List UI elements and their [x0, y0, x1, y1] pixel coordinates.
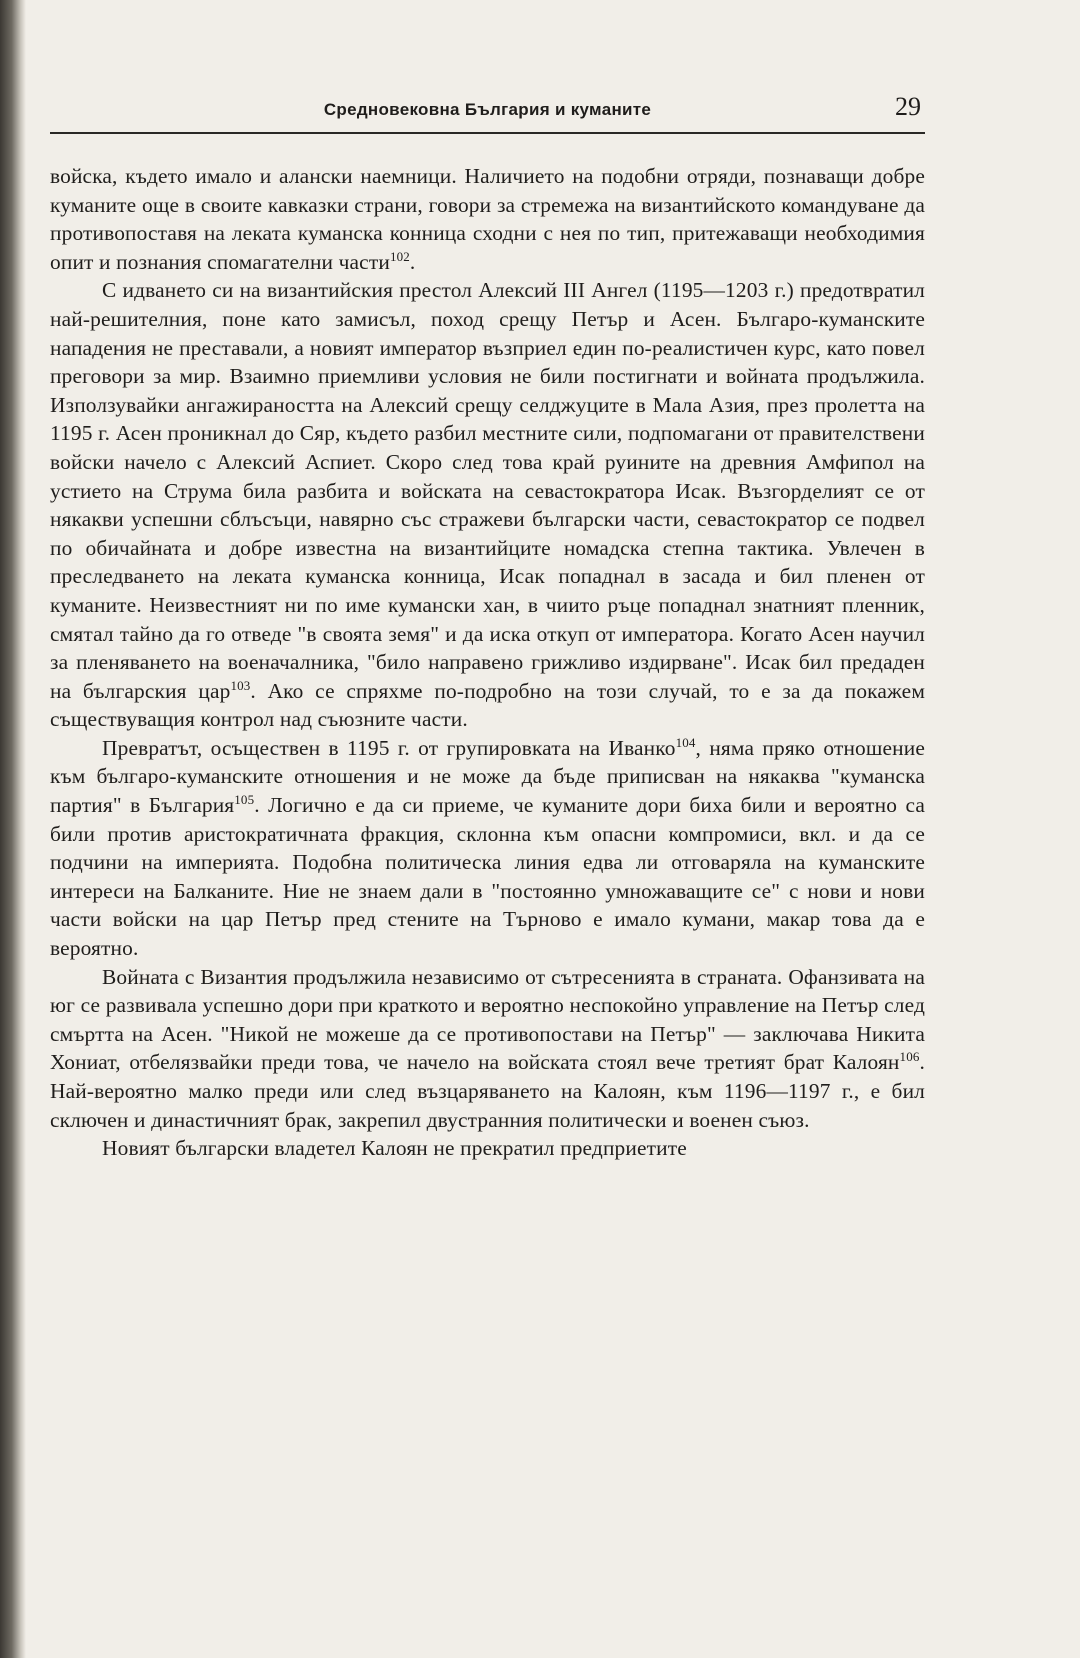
running-header — [50, 92, 925, 134]
book-page — [50, 92, 925, 1163]
paragraph-text: . Ако се спряхме по-подробно на този случай, то е за да покажем съществуващия контрол над съюзните части. — [50, 678, 926, 732]
paragraph — [50, 963, 925, 1135]
paragraph-text: Войната с Византия продължила независимо от сътресенията в страната. Офанзивата на юг се развивала успешно дори при краткото и вероятно неспокойно управление на Петър след смъртта на Асен. "Никой не можеше да се противопостави на Петър" — заключава Никита Хониат, отбелязвайки преди това, че начело на войската стоял вече третият брат Калоян — [50, 964, 925, 1075]
paragraph-text: С идването си на византийския престол Алексий III Ангел (1195—1203 г.) предотвратил най-решителния, поне като замисъл, поход срещу Петър и Асен. Българо-куманските нападения не преставали, а новият император възприел един по-реалистичен курс, като повел преговори за мир. Взаимно приемливи условия не били постигнати и войната продължила. Използувайки ангажираността на Алексий срещу селджуците в Мала Азия, през пролетта на 1195 г. Асен проникнал до Сяр, където разбил местните сили, подпомагани от правителствени войски начело с Алексий Аспиет. Скоро след това край руините на древния Амфипол на устието на Струма била разбита и войската на севастократора Исак. Възгорделият се от някакви успешни сблъсъци, навярно със стражеви български части, севастократор се подвел по обичайната и добре известна на византийците номадска степна тактика. Увлечен в преследването на леката куманска конница, Исак попаднал в засада и бил пленен от куманите. Неизвестният ни по име кумански хан, в чиито ръце попаднал знатният пленник, смятал тайно да го отведе "в своята земя" и да иска откуп от императора. Когато Асен научил за пленяването на военачалника, "било направено грижливо издирване". Исак бил предаден на българския цар — [50, 278, 925, 703]
paragraph-text: войска, където имало и алански наемници. Наличието на подобни отряди, познаващи добре куманите още в своите кавказки страни, говори за стремежа на византийското командуване да противопоставя на леката куманска конница сходни с нея по тип, притежаващи необходимия опит и познания спомагателни части — [50, 164, 925, 274]
paragraph-text: Новият български владетел Калоян не прекратил предприетите — [102, 1136, 687, 1161]
footnote-marker: 102 — [389, 248, 410, 264]
footnote-marker: 105 — [234, 791, 255, 807]
paragraph-text: Превратът, осъществен в 1195 г. от групировката на Иванко — [102, 735, 676, 760]
running-title: Средновековна България и куманите — [323, 100, 652, 119]
paragraph — [50, 276, 925, 734]
paragraph-text: . Логично е да си приеме, че куманите дори биха били и вероятно са били против аристократичната фракция, склонна към опасни компромиси, вкл. и да се подчини на империята. Подобна политическа линия едва ли отговаряла на куманските интереси на Балканите. Ние не знаем дали в "постоянно умножаващите се" с нови и нови части войски на цар Петър пред стените на Търново е имало кумани, макар това да е вероятно. — [50, 793, 925, 961]
book-spine-shadow — [0, 0, 26, 1658]
paragraph — [50, 734, 925, 963]
paragraph-text: . — [409, 249, 416, 274]
paragraph-text: , няма пряко отношение към българо-куманските отношения и не може да бъде приписван на някаква "куманска партия" в България — [50, 735, 925, 818]
paragraph — [50, 162, 925, 276]
paragraph-text: . Най-вероятно малко преди или след възцаряването на Калоян, към 1196—1197 г., е бил сключен и династичният брак, закрепил двустранния политически и военен съюз. — [50, 1050, 925, 1132]
body-text — [50, 162, 925, 1163]
page-number: 29 — [895, 92, 921, 121]
footnote-marker: 104 — [675, 734, 696, 750]
paragraph — [50, 1134, 925, 1163]
footnote-marker: 103 — [230, 677, 251, 693]
footnote-marker: 106 — [899, 1049, 920, 1065]
